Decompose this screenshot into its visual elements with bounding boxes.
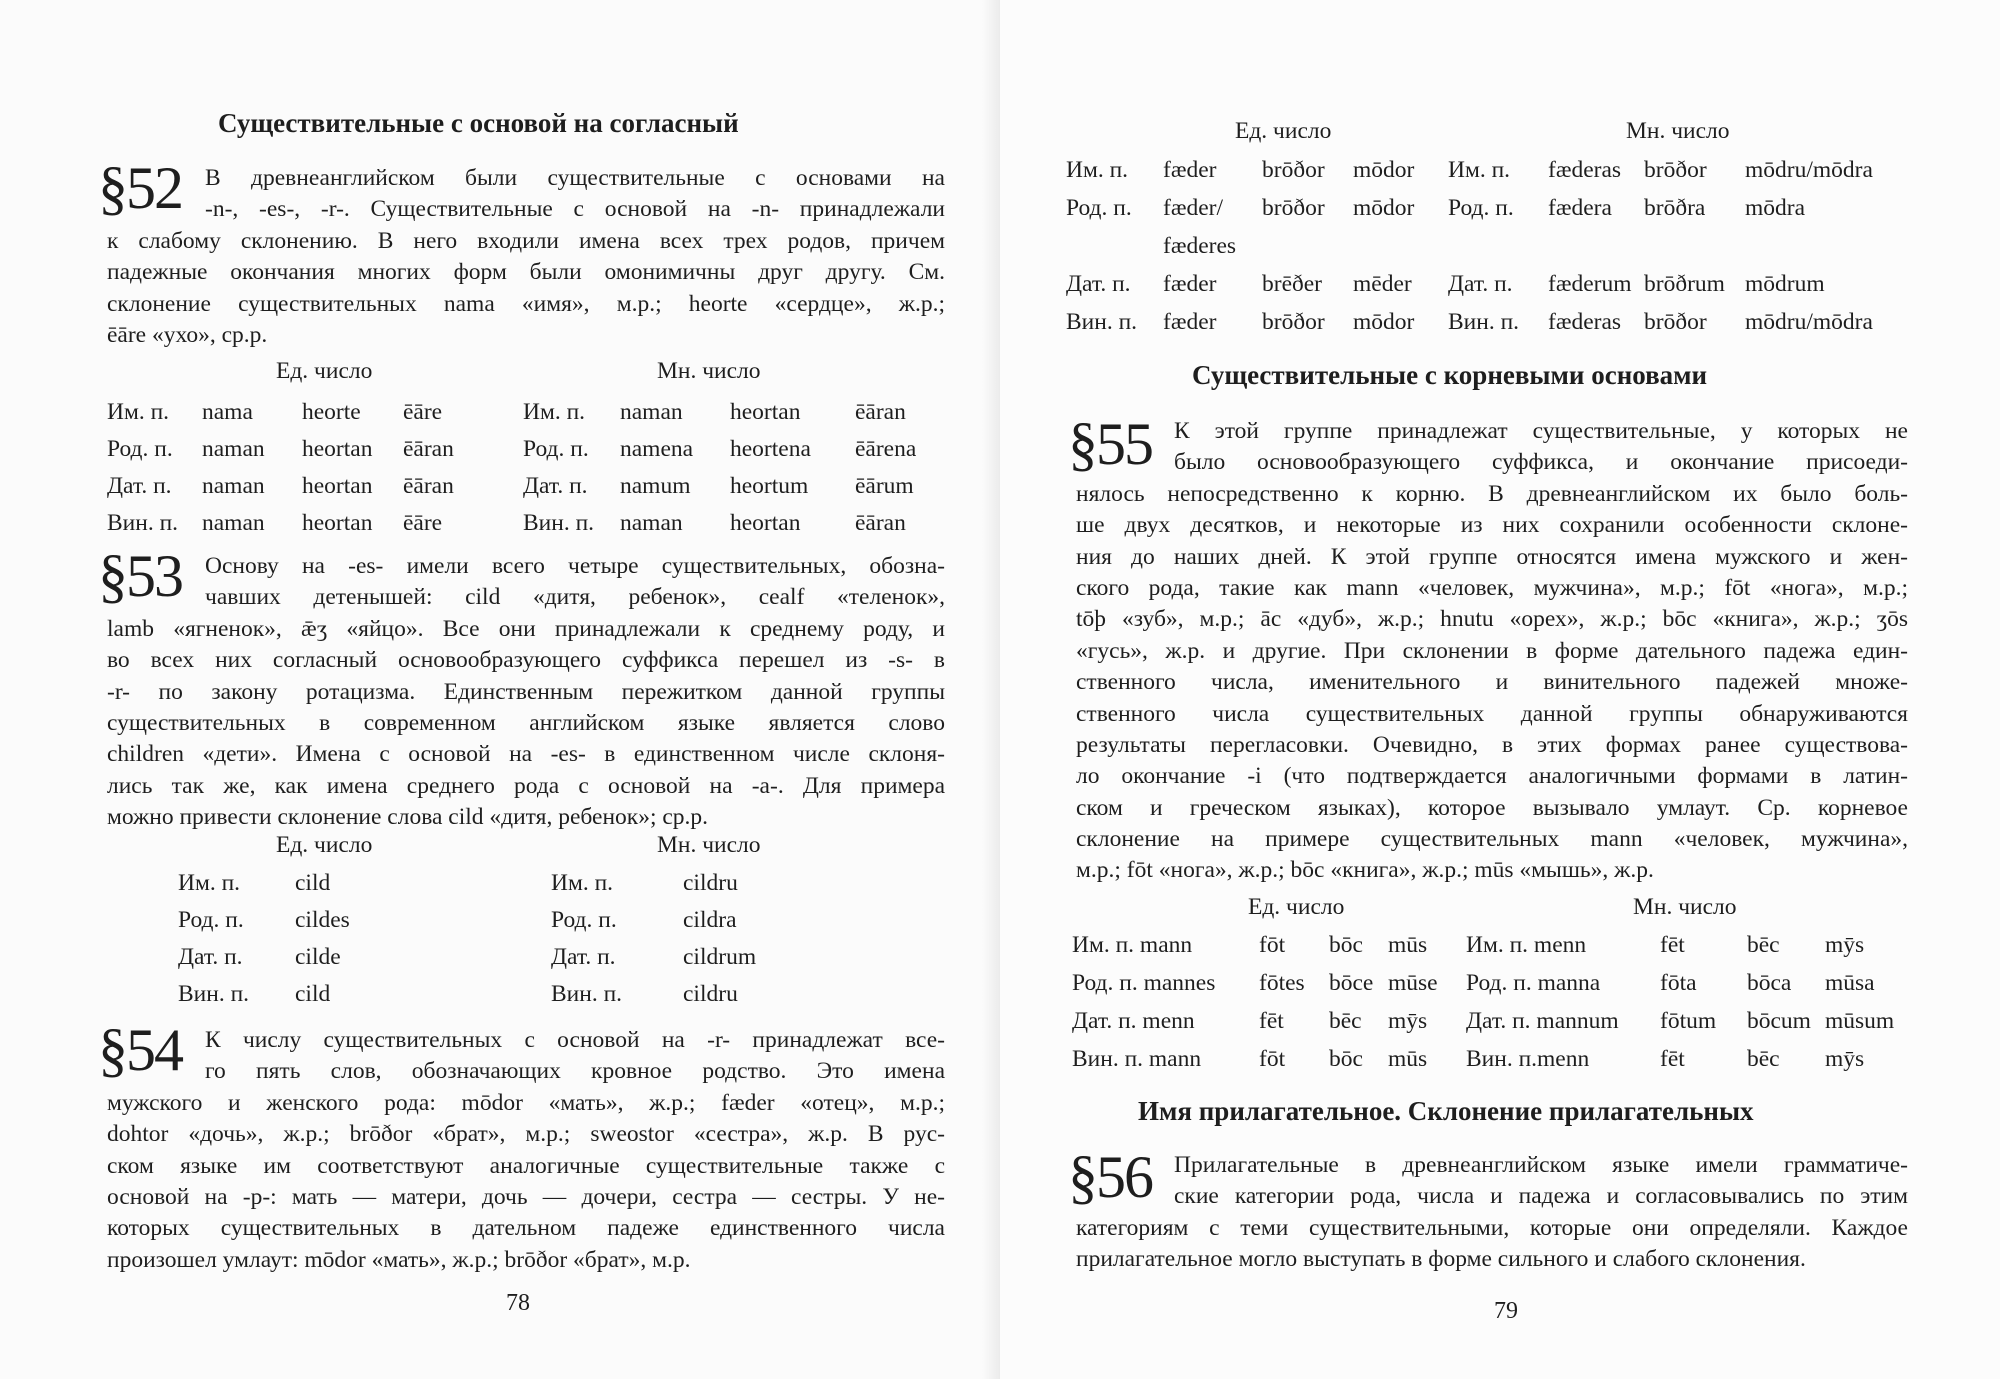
text-line: м.р.; fōt «нога», ж.р.; bōc «книга», ж.р.; mūs «мышь», ж.р. (1076, 857, 1654, 884)
table-cell: Вин. п. (107, 510, 179, 536)
table-cell: heortan (302, 436, 373, 462)
table-cell: mōdor (1353, 195, 1415, 221)
text-line: «гусь», ж.р. и другие. При склонении в форме дательного падежа един- (1076, 637, 1908, 664)
table-cell: mūs (1388, 1046, 1428, 1072)
table-cell: cilde (295, 944, 341, 970)
text-line: ском и греческом языках), которое вызывало умлаут. Ср. корневое (1076, 794, 1908, 821)
table-cell: mūs (1388, 932, 1428, 958)
table-cell: brōðor (1262, 157, 1325, 183)
text-line: ские категории рода, числа и падежа и согласовывались по этим (1174, 1183, 1908, 1210)
text-line: категориям с теми существительными, которые они определяли. Каждое (1076, 1214, 1908, 1241)
text-line: -n-, -es-, -r-. Существительные с основой на -n- принадлежали (205, 196, 945, 223)
table-cell: Вин. п. (551, 981, 623, 1007)
text-line: падежные окончания многих форм были омонимичны друг другу. См. (107, 259, 945, 286)
table-cell: mȳs (1388, 1008, 1428, 1034)
table-cell: brōðor (1644, 309, 1707, 335)
table-cell: fōtum (1660, 1008, 1717, 1034)
table-cell: mūse (1388, 970, 1438, 996)
table-cell: bēc (1747, 1046, 1780, 1072)
table-cell: naman (620, 510, 683, 536)
table-cell: Им. п. (551, 870, 614, 896)
paragraph-number-52: §52 (98, 155, 182, 221)
table-cell: Род. п. (107, 436, 173, 462)
text-line: результаты перегласовки. Очевидно, в этих формах ранее существова- (1076, 731, 1908, 758)
table-cell: Дат. п. (107, 473, 172, 499)
table-cell: brōðra (1644, 195, 1706, 221)
text-line: к слабому склонению. В него входили имена всех трех родов, причем (107, 227, 945, 254)
text-line: ēāre «ухо», ср.р. (107, 321, 268, 348)
table-cell: heorte (302, 399, 361, 425)
table-cell: namum (620, 473, 691, 499)
text-line: которых существительных в дательном падеже единственного числа (107, 1215, 945, 1242)
right-page (1000, 0, 2000, 1379)
table-cell: Род. п. manna (1466, 970, 1601, 996)
table-cell: brōðrum (1644, 271, 1725, 297)
table-cell: ēāran (855, 399, 906, 425)
table-cell: heortan (302, 473, 373, 499)
table-cell: brēðer (1262, 271, 1323, 297)
table-cell: Дат. п. (523, 473, 588, 499)
table-cell: ēārum (855, 473, 914, 499)
table-cell: bōc (1329, 932, 1363, 958)
text-line: можно привести склонение слова cild «дитя, ребенок»; ср.р. (107, 804, 709, 831)
table-cell: naman (202, 436, 265, 462)
table-cell: ēāran (403, 473, 454, 499)
text-line: lamb «ягненок», ǣʒ «яйцо». Все они принадлежали к среднему роду, и (107, 615, 945, 642)
table-cell: fæderas (1548, 309, 1622, 335)
table-plural-header: Мн. число (657, 358, 761, 384)
text-line: Прилагательные в древнеанглийском языке имели грамматиче- (1174, 1152, 1908, 1178)
table-cell: Им. п. (523, 399, 586, 425)
table-cell: Дат. п. (178, 944, 243, 970)
table-cell: brōðor (1262, 309, 1325, 335)
table-cell: ēārena (855, 436, 917, 462)
table-cell: fæder (1163, 309, 1217, 335)
table-singular-header: Ед. число (276, 832, 373, 858)
table-cell: fædera (1548, 195, 1612, 221)
table-cell: Им. п. (107, 399, 170, 425)
table-singular-header: Ед. число (1248, 894, 1345, 920)
table-cell: Род. п. (1066, 195, 1132, 221)
table-cell: Им. п. (1066, 157, 1129, 183)
table-cell: naman (202, 510, 265, 536)
table-cell: fēt (1259, 1008, 1284, 1034)
table-cell: mōdor (1353, 309, 1415, 335)
text-line: прилагательное могло выступать в форме сильного и слабого склонения. (1076, 1246, 1806, 1273)
text-line: произошел умлаут: mōdor «мать», ж.р.; brōðor «брат», м.р. (107, 1246, 691, 1273)
text-line: го пять слов, обозначающих кровное родство. Это имена (205, 1058, 945, 1085)
text-line: склонение на примере существительных mann «человек, мужчина», (1076, 826, 1908, 853)
table-cell: bōce (1329, 970, 1374, 996)
table-cell: heortan (302, 510, 373, 536)
table-cell: fōtes (1259, 970, 1305, 996)
page-number: 79 (1494, 1298, 1518, 1324)
text-line: склонение существительных nama «имя», м.р.; heorte «сердце», ж.р.; (107, 290, 945, 317)
paragraph-55 (1076, 416, 1908, 887)
section-heading: Существительные с основой на согласный (218, 108, 739, 138)
table-cell: Род. п. mannes (1072, 970, 1216, 996)
table-cell: fæder/ (1163, 195, 1224, 221)
table-cell: mōdru/mōdra (1745, 309, 1873, 335)
text-line: нялось непосредственно к корню. В древнеанглийском их было боль- (1076, 480, 1908, 507)
table-cell: mōdru/mōdra (1745, 157, 1873, 183)
table-cell: mōdor (1353, 157, 1415, 183)
text-line: Основу на -es- имели всего четыре существительных, обозна- (205, 553, 945, 579)
table-cell: Вин. п. (1066, 309, 1138, 335)
table-cell: Дат. п. (1066, 271, 1131, 297)
table-singular-header: Ед. число (1235, 118, 1332, 144)
text-line: ском языке им соответствуют аналогичные существительные также с (107, 1152, 945, 1179)
paragraph-54 (107, 1025, 945, 1276)
section-heading: Имя прилагательное. Склонение прилагательных (1138, 1096, 1754, 1126)
table-cell: mȳs (1825, 1046, 1865, 1072)
table-cell: fæderas (1548, 157, 1622, 183)
table-cell: cildru (683, 870, 738, 896)
paragraph-53 (107, 551, 945, 834)
table-cell: nama (202, 399, 253, 425)
table-cell: ēāre (403, 399, 443, 425)
table-cell: fæder (1163, 271, 1217, 297)
table-cell: naman (620, 399, 683, 425)
table-cell: Им. п. menn (1466, 932, 1587, 958)
text-line: К этой группе принадлежат существительные, у которых не (1174, 418, 1908, 444)
table-cell: mōdrum (1745, 271, 1825, 297)
text-line: ственного числа существительных данной группы обнаруживаются (1076, 700, 1908, 727)
text-line: во всех них согласный основообразующего суффикса перешел из -s- в (107, 647, 945, 674)
paragraph-52 (107, 163, 945, 351)
table-plural-header: Мн. число (1633, 894, 1737, 920)
table-cell: Род. п. (178, 907, 244, 933)
table-cell: heortum (730, 473, 809, 499)
table-cell: ēāre (403, 510, 443, 536)
table-cell: Дат. п. menn (1072, 1008, 1195, 1034)
table-cell: namena (620, 436, 694, 462)
text-line: мужского и женского рода: mōdor «мать», ж.р.; fæder «отец», м.р.; (107, 1089, 945, 1116)
paragraph-56 (1076, 1150, 1908, 1276)
text-line: ло окончание -i (что подтверждается аналогичными формами в латин- (1076, 763, 1908, 790)
table-cell: fēt (1660, 1046, 1685, 1072)
table-cell: cildra (683, 907, 737, 933)
text-line: лись так же, как имена среднего рода с основой на -a-. Для примера (107, 772, 945, 799)
table-cell: Вин. п. mann (1072, 1046, 1202, 1072)
table-cell: Дат. п. mannum (1466, 1008, 1619, 1034)
table-cell: ēāran (403, 436, 454, 462)
table-cell: heortan (730, 510, 801, 536)
table-cell: bēc (1747, 932, 1780, 958)
text-line: существительных в современном английском языке является слово (107, 709, 945, 736)
text-line: было основообразующего суффикса, и окончание присоеди- (1174, 449, 1908, 476)
table-cell: Вин. п. (1448, 309, 1520, 335)
paragraph-number-55: §55 (1068, 411, 1152, 477)
text-line: dohtor «дочь», ж.р.; brōðor «брат», м.р.; sweostor «сестра», ж.р. В рус- (107, 1121, 945, 1148)
table-cell: Дат. п. (1448, 271, 1513, 297)
table-cell: Им. п. mann (1072, 932, 1193, 958)
table-cell: heortena (730, 436, 811, 462)
table-cell: Вин. п.menn (1466, 1046, 1590, 1072)
table-cell: bēc (1329, 1008, 1362, 1034)
paragraph-number-53: §53 (98, 543, 182, 609)
table-cell: fēt (1660, 932, 1685, 958)
section-heading: Существительные с корневыми основами (1192, 360, 1708, 390)
table-cell: ēāran (855, 510, 906, 536)
text-line: children «дети». Имена с основой на -es- в единственном числе склоня- (107, 741, 945, 768)
table-cell: brōðor (1262, 195, 1325, 221)
table-cell: fæderum (1548, 271, 1632, 297)
table-cell: Вин. п. (523, 510, 595, 536)
table-cell: bōc (1329, 1046, 1363, 1072)
text-line: ше двух десятков, и некоторые из них сохранили особенности склоне- (1076, 512, 1908, 539)
table-cell: cild (295, 981, 331, 1007)
table-cell: fōt (1259, 932, 1286, 958)
table-cell: fæderes (1163, 233, 1237, 259)
table-cell: fōt (1259, 1046, 1286, 1072)
table-cell: cildru (683, 981, 738, 1007)
table-cell: Род. п. (1448, 195, 1514, 221)
text-line: чавших детенышей: cild «дитя, ребенок», cealf «теленок», (205, 584, 945, 611)
table-cell: mōdra (1745, 195, 1806, 221)
table-cell: Род. п. (551, 907, 617, 933)
table-cell: cildes (295, 907, 350, 933)
text-line: основой на -р-: мать — матери, дочь — дочери, сестра — сестры. У не- (107, 1183, 945, 1210)
table-cell: heortan (730, 399, 801, 425)
table-cell: Им. п. (178, 870, 241, 896)
table-cell: Род. п. (523, 436, 589, 462)
table-cell: bōca (1747, 970, 1792, 996)
text-line: ского рода, такие как mann «человек, мужчина», м.р.; fōt «нога», м.р.; (1076, 574, 1908, 601)
table-plural-header: Мн. число (657, 832, 761, 858)
table-cell: mūsum (1825, 1008, 1895, 1034)
table-cell: Дат. п. (551, 944, 616, 970)
paragraph-number-56: §56 (1068, 1144, 1152, 1210)
table-cell: mēder (1353, 271, 1412, 297)
text-line: -r- по закону ротацизма. Единственным пережитком данной группы (107, 678, 945, 705)
text-line: ственного числа, именительного и винительного падежей множе- (1076, 669, 1908, 696)
table-cell: cildrum (683, 944, 757, 970)
table-plural-header: Мн. число (1626, 118, 1730, 144)
table-cell: naman (202, 473, 265, 499)
table-cell: mūsa (1825, 970, 1875, 996)
table-cell: Вин. п. (178, 981, 250, 1007)
table-cell: fōta (1660, 970, 1697, 996)
paragraph-number-54: §54 (98, 1017, 182, 1083)
table-singular-header: Ед. число (276, 358, 373, 384)
table-cell: fæder (1163, 157, 1217, 183)
table-cell: cild (295, 870, 331, 896)
text-line: tōþ «зуб», м.р.; āc «дуб», ж.р.; hnutu «орех», ж.р.; bōc «книга», ж.р.; ʒōs (1076, 606, 1908, 633)
page-number: 78 (506, 1290, 530, 1316)
table-cell: brōðor (1644, 157, 1707, 183)
text-line: ния до наших дней. К этой группе относятся имена мужского и жен- (1076, 543, 1908, 570)
text-line: К числу существительных с основой на -r- принадлежат все- (205, 1027, 945, 1053)
text-line: В древнеанглийском были существительные с основами на (205, 165, 945, 191)
table-cell: bōcum (1747, 1008, 1811, 1034)
table-cell: Им. п. (1448, 157, 1511, 183)
table-cell: mȳs (1825, 932, 1865, 958)
